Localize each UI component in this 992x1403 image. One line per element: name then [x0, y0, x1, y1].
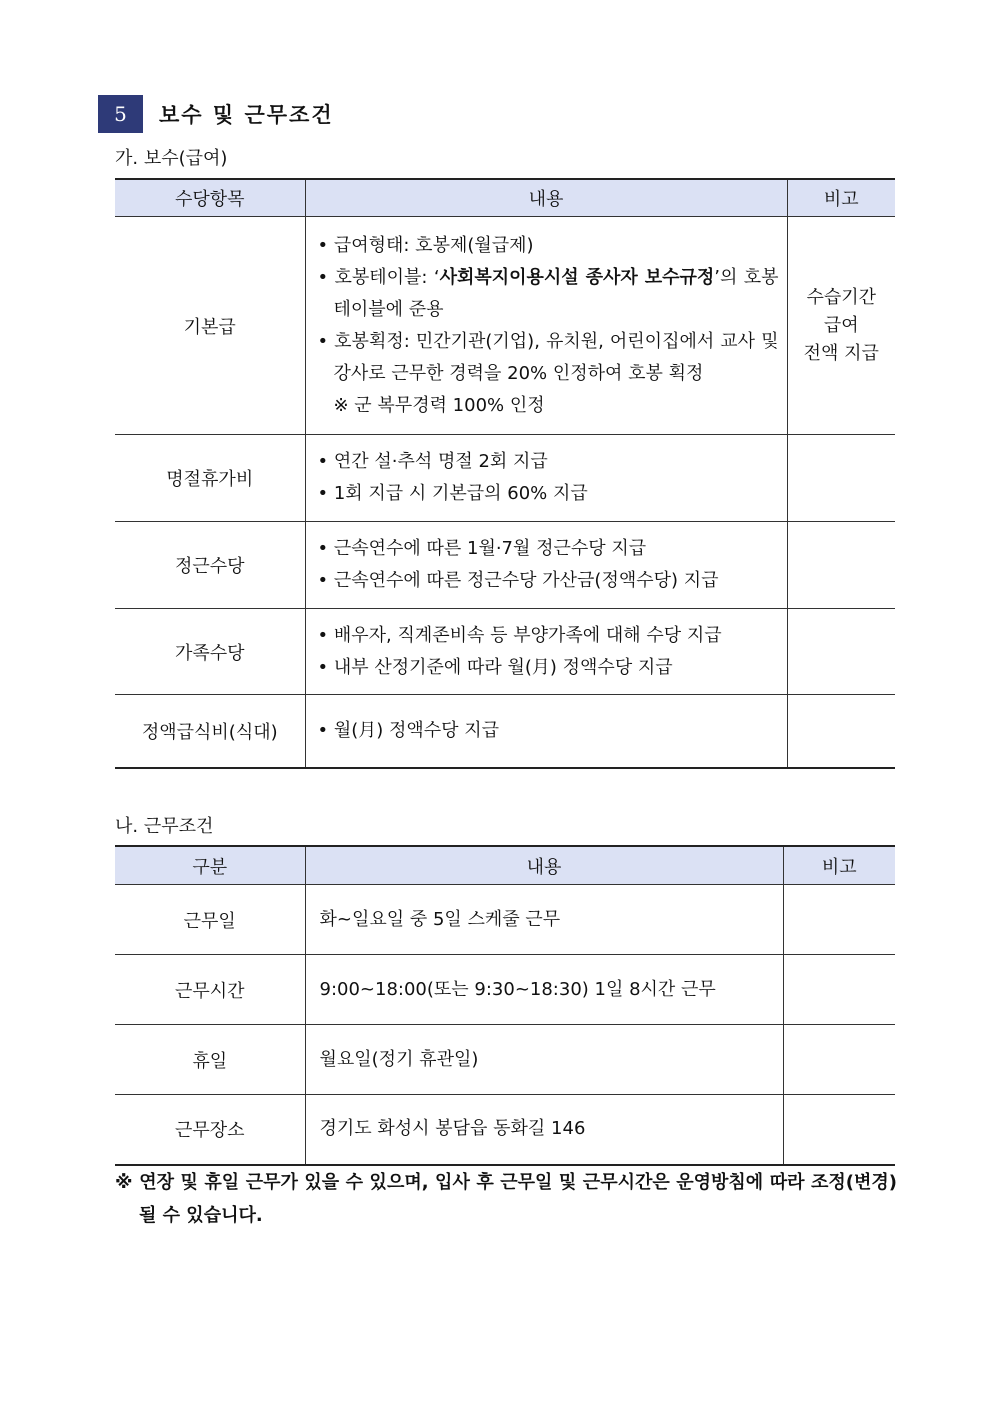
- table-row: [115, 522, 895, 609]
- row-note: [787, 435, 895, 522]
- row-content: [305, 695, 787, 768]
- row-content: [305, 217, 787, 435]
- row-content: 월요일(정기 휴관일): [305, 1025, 783, 1095]
- table-row: [115, 955, 895, 1025]
- content-line: • 배우자, 직계존비속 등 부양가족에 대해 수당 지급: [317, 624, 722, 646]
- row-category: 정액급식비(식대): [115, 695, 305, 768]
- text-fragment: ’의 호봉테이블에 준용: [333, 266, 779, 320]
- regulation-name: 사회복지이용시설 종사자 보수규정: [439, 266, 715, 288]
- row-category: 정근수당: [115, 522, 305, 609]
- content-line: • 급여형태: 호봉제(월급제): [317, 234, 534, 256]
- pay-table: [115, 178, 895, 769]
- row-content: [305, 522, 787, 609]
- row-content: 화~일요일 중 5일 스케줄 근무: [305, 885, 783, 955]
- work-table-header: [115, 846, 895, 885]
- column-header: 비고: [787, 179, 895, 217]
- row-category: 기본급: [115, 217, 305, 435]
- table-row: [115, 1095, 895, 1165]
- content-note-line: ※ 군 복무경력 100% 인정: [333, 394, 545, 416]
- content-line: • 연간 설·추석 명절 2회 지급: [317, 451, 548, 472]
- row-note: [787, 609, 895, 695]
- row-category: 휴일: [115, 1025, 305, 1095]
- row-note: [787, 522, 895, 609]
- content-line: • 호봉획정: 민간기관(기업), 유치원, 어린이집에서 교사 및 강사로 근무한 경력을 20% 인정하여 호봉 획정: [317, 330, 779, 384]
- content-line: • 근속연수에 따른 정근수당 가산금(정액수당) 지급: [317, 570, 719, 591]
- pay-table-header: [115, 179, 895, 217]
- column-header: 내용: [305, 846, 783, 885]
- pay-subheading: 가. 보수(급여): [115, 148, 228, 169]
- row-content: 9:00~18:00(또는 9:30~18:30) 1일 8시간 근무: [305, 955, 783, 1025]
- column-header: 수당항목: [115, 179, 305, 217]
- footnote: [115, 1166, 897, 1232]
- note-line: 수습기간: [806, 286, 877, 308]
- footnote-text: ※ 연장 및 휴일 근무가 있을 수 있으며, 입사 후 근무일 및 근무시간은 운영방침에 따라 조정(변경)될 수 있습니다.: [115, 1172, 897, 1226]
- note-line: 급여: [823, 314, 859, 336]
- table-row: [115, 885, 895, 955]
- column-header: 비고: [783, 846, 895, 885]
- content-line: • 내부 산정기준에 따라 월(月) 정액수당 지급: [317, 656, 673, 678]
- row-category: 근무장소: [115, 1095, 305, 1165]
- row-category: 근무시간: [115, 955, 305, 1025]
- table-row: [115, 695, 895, 768]
- section-number-badge: 5: [98, 95, 143, 133]
- column-header: 구분: [115, 846, 305, 885]
- row-note: [783, 955, 895, 1025]
- table-row: [115, 217, 895, 435]
- row-note: [787, 695, 895, 768]
- table-row: [115, 435, 895, 522]
- content-line: • 근속연수에 따른 1월·7월 정근수당 지급: [317, 538, 647, 559]
- section-header: [98, 95, 334, 133]
- note-line: 전액 지급: [803, 342, 879, 364]
- text-fragment: • 호봉테이블: ‘: [317, 266, 440, 288]
- row-note: [783, 1095, 895, 1165]
- table-row: [115, 609, 895, 695]
- work-table: [115, 845, 895, 1166]
- section-title: 보수 및 근무조건: [159, 103, 334, 127]
- row-content: 경기도 화성시 봉담읍 동화길 146: [305, 1095, 783, 1165]
- row-note: [783, 885, 895, 955]
- table-row: [115, 1025, 895, 1095]
- row-content: [305, 435, 787, 522]
- column-header: 내용: [305, 179, 787, 217]
- row-note: [783, 1025, 895, 1095]
- content-line: [318, 262, 779, 326]
- row-note: [787, 217, 895, 435]
- content-line: • 1회 지급 시 기본급의 60% 지급: [317, 483, 588, 504]
- row-category: 명절휴가비: [115, 435, 305, 522]
- row-content: [305, 609, 787, 695]
- row-category: 근무일: [115, 885, 305, 955]
- work-subheading: 나. 근무조건: [115, 816, 214, 837]
- content-line: • 월(月) 정액수당 지급: [317, 719, 500, 741]
- row-category: 가족수당: [115, 609, 305, 695]
